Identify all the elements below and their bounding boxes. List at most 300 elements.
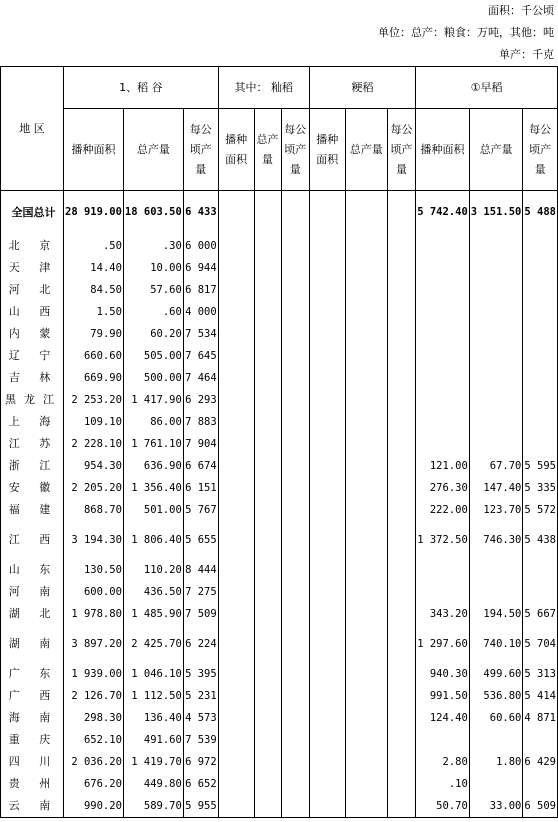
indica-sown-area-cell <box>218 559 254 581</box>
paddy-yield-cell: 8 444 <box>183 559 218 581</box>
table-row <box>1 411 558 433</box>
paddy-group-header: 1、稻 谷 <box>64 67 219 109</box>
indica-yield-cell <box>281 301 309 323</box>
indica-yield-cell <box>281 257 309 279</box>
paddy-sown-area-cell: 1.50 <box>64 301 124 323</box>
region-cell: 山 西 <box>1 301 64 323</box>
paddy-output-cell: .30 <box>123 235 183 257</box>
indica-sown-area-cell <box>218 707 254 729</box>
japonica-output-cell <box>345 773 387 795</box>
paddy-sown-area-cell: 109.10 <box>64 411 124 433</box>
early-output-cell <box>469 729 523 751</box>
paddy-sown-area-cell: 669.90 <box>64 367 124 389</box>
paddy-yield-cell: 7 275 <box>183 581 218 603</box>
table-row <box>1 603 558 625</box>
output-unit-note: 单位：总产：粮食：万吨，其他：吨 <box>378 26 554 39</box>
paddy-output-cell: 500.00 <box>123 367 183 389</box>
indica-yield-cell <box>281 729 309 751</box>
early-sown-area-cell <box>416 345 470 367</box>
table-row <box>1 279 558 301</box>
paddy-sown-area-cell: 990.20 <box>64 795 124 818</box>
indica-yield-cell <box>281 559 309 581</box>
early-sown-area-cell: 940.30 <box>416 663 470 685</box>
paddy-yield-cell: 7 534 <box>183 323 218 345</box>
indica-yield-cell <box>281 323 309 345</box>
early-yield-cell <box>523 411 558 433</box>
early-output-cell: 147.40 <box>469 477 523 499</box>
paddy-output-cell: 491.60 <box>123 729 183 751</box>
early-sown-area-cell <box>416 581 470 603</box>
japonica-yield-cell <box>387 235 415 257</box>
indica-output-cell <box>254 345 281 367</box>
indica-yield-cell <box>281 367 309 389</box>
indica-sown-area-cell <box>218 367 254 389</box>
paddy-output-cell: 136.40 <box>123 707 183 729</box>
early-sown-area-cell <box>416 367 470 389</box>
indica-output-cell <box>254 625 281 663</box>
paddy-sown-area-cell: 2 253.20 <box>64 389 124 411</box>
japonica-yield-cell <box>387 301 415 323</box>
japonica-sown-area-cell <box>309 625 345 663</box>
japonica-output-cell <box>345 389 387 411</box>
early-sown-area-cell <box>416 729 470 751</box>
table-row <box>1 707 558 729</box>
paddy-output-cell: 1 419.70 <box>123 751 183 773</box>
early-output-cell <box>469 235 523 257</box>
paddy-sown-area-cell: 1 978.80 <box>64 603 124 625</box>
early-sown-area-cell <box>416 411 470 433</box>
indica-yield-cell <box>281 499 309 521</box>
indica-yield-cell <box>281 603 309 625</box>
indica-sown-area-header: 播种面积 <box>218 109 254 191</box>
region-cell: 云 南 <box>1 795 64 818</box>
paddy-sown-area-cell: 3 194.30 <box>64 521 124 559</box>
indica-yield-cell <box>281 795 309 818</box>
paddy-sown-area-cell: 600.00 <box>64 581 124 603</box>
japonica-output-cell <box>345 795 387 818</box>
early-output-cell <box>469 279 523 301</box>
early-output-cell <box>469 301 523 323</box>
paddy-output-cell: 436.50 <box>123 581 183 603</box>
japonica-sown-area-header: 播种面积 <box>309 109 345 191</box>
indica-sown-area-cell <box>218 455 254 477</box>
early-yield-cell: 5 414 <box>523 685 558 707</box>
indica-sown-area-cell <box>218 663 254 685</box>
paddy-sown-area-cell: 2 126.70 <box>64 685 124 707</box>
indica-yield-cell <box>281 191 309 235</box>
paddy-yield-cell: 6 000 <box>183 235 218 257</box>
early-sown-area-cell <box>416 433 470 455</box>
early-sown-area-cell: 50.70 <box>416 795 470 818</box>
paddy-output-cell: 1 806.40 <box>123 521 183 559</box>
japonica-yield-cell <box>387 559 415 581</box>
table-row <box>1 257 558 279</box>
indica-output-cell <box>254 301 281 323</box>
early-sown-area-cell: .10 <box>416 773 470 795</box>
indica-sown-area-cell <box>218 625 254 663</box>
region-cell: 北 京 <box>1 235 64 257</box>
yield-unit-note: 单产：千克 <box>499 48 554 61</box>
japonica-yield-cell <box>387 323 415 345</box>
table-row <box>1 433 558 455</box>
paddy-sown-area-cell: 298.30 <box>64 707 124 729</box>
paddy-yield-cell: 6 652 <box>183 773 218 795</box>
indica-yield-cell <box>281 707 309 729</box>
indica-group-header: 其中： 籼稻 <box>218 67 309 109</box>
paddy-sown-area-cell: 84.50 <box>64 279 124 301</box>
region-cell: 重 庆 <box>1 729 64 751</box>
region-cell: 江 苏 <box>1 433 64 455</box>
indica-output-cell <box>254 773 281 795</box>
indica-sown-area-cell <box>218 795 254 818</box>
paddy-yield-cell: 6 972 <box>183 751 218 773</box>
indica-yield-cell <box>281 685 309 707</box>
area-unit-note: 面积：千公顷 <box>488 4 554 17</box>
region-cell: 河 南 <box>1 581 64 603</box>
japonica-sown-area-cell <box>309 411 345 433</box>
paddy-output-cell: 57.60 <box>123 279 183 301</box>
paddy-yield-cell: 6 817 <box>183 279 218 301</box>
region-cell: 四 川 <box>1 751 64 773</box>
japonica-sown-area-cell <box>309 729 345 751</box>
indica-sown-area-cell <box>218 603 254 625</box>
table-row <box>1 559 558 581</box>
region-cell: 广 西 <box>1 685 64 707</box>
early-yield-cell: 5 572 <box>523 499 558 521</box>
japonica-output-cell <box>345 625 387 663</box>
paddy-yield-cell: 5 767 <box>183 499 218 521</box>
early-yield-cell <box>523 367 558 389</box>
indica-output-cell <box>254 367 281 389</box>
early-output-cell <box>469 773 523 795</box>
paddy-sown-area-cell: 868.70 <box>64 499 124 521</box>
paddy-yield-cell: 4 000 <box>183 301 218 323</box>
table-row <box>1 499 558 521</box>
paddy-yield-cell: 5 955 <box>183 795 218 818</box>
paddy-yield-header: 每公顷产量 <box>183 109 218 191</box>
indica-sown-area-cell <box>218 345 254 367</box>
paddy-sown-area-cell: 954.30 <box>64 455 124 477</box>
japonica-yield-cell <box>387 663 415 685</box>
table-row <box>1 455 558 477</box>
japonica-yield-header: 每公顷产量 <box>387 109 415 191</box>
region-cell: 辽 宁 <box>1 345 64 367</box>
japonica-output-cell <box>345 235 387 257</box>
early-output-cell: 123.70 <box>469 499 523 521</box>
japonica-output-cell <box>345 455 387 477</box>
indica-sown-area-cell <box>218 411 254 433</box>
japonica-sown-area-cell <box>309 389 345 411</box>
region-cell: 内 蒙 <box>1 323 64 345</box>
japonica-yield-cell <box>387 707 415 729</box>
indica-sown-area-cell <box>218 301 254 323</box>
indica-yield-cell <box>281 773 309 795</box>
indica-sown-area-cell <box>218 751 254 773</box>
early-output-cell: 1.80 <box>469 751 523 773</box>
japonica-sown-area-cell <box>309 559 345 581</box>
paddy-sown-area-cell: .50 <box>64 235 124 257</box>
japonica-output-cell <box>345 477 387 499</box>
early-yield-cell: 5 704 <box>523 625 558 663</box>
early-output-cell: 746.30 <box>469 521 523 559</box>
indica-sown-area-cell <box>218 191 254 235</box>
indica-yield-cell <box>281 389 309 411</box>
early-yield-cell <box>523 559 558 581</box>
table-row <box>1 795 558 818</box>
table-row <box>1 625 558 663</box>
indica-output-cell <box>254 279 281 301</box>
region-cell: 贵 州 <box>1 773 64 795</box>
early-yield-cell <box>523 389 558 411</box>
early-sown-area-header: 播种面积 <box>416 109 470 191</box>
region-cell: 海 南 <box>1 707 64 729</box>
indica-output-cell <box>254 257 281 279</box>
region-cell: 广 东 <box>1 663 64 685</box>
table-row <box>1 367 558 389</box>
indica-sown-area-cell <box>218 521 254 559</box>
early-output-cell <box>469 323 523 345</box>
early-output-cell <box>469 367 523 389</box>
paddy-yield-cell: 6 674 <box>183 455 218 477</box>
early-yield-cell <box>523 235 558 257</box>
indica-sown-area-cell <box>218 433 254 455</box>
table-row <box>1 581 558 603</box>
paddy-sown-area-header: 播种面积 <box>64 109 124 191</box>
early-yield-cell <box>523 729 558 751</box>
table-row <box>1 729 558 751</box>
japonica-sown-area-cell <box>309 345 345 367</box>
indica-sown-area-cell <box>218 389 254 411</box>
indica-sown-area-cell <box>218 279 254 301</box>
early-sown-area-cell <box>416 389 470 411</box>
table-row <box>1 191 558 235</box>
japonica-yield-cell <box>387 191 415 235</box>
table-row <box>1 685 558 707</box>
japonica-output-cell <box>345 729 387 751</box>
early-sown-area-cell <box>416 279 470 301</box>
indica-output-cell <box>254 751 281 773</box>
japonica-sown-area-cell <box>309 367 345 389</box>
early-output-cell <box>469 433 523 455</box>
paddy-output-cell: 1 112.50 <box>123 685 183 707</box>
indica-sown-area-cell <box>218 257 254 279</box>
paddy-output-cell: 18 603.50 <box>123 191 183 235</box>
japonica-yield-cell <box>387 279 415 301</box>
paddy-output-cell: 1 485.90 <box>123 603 183 625</box>
paddy-yield-cell: 5 231 <box>183 685 218 707</box>
paddy-yield-cell: 6 293 <box>183 389 218 411</box>
indica-output-cell <box>254 411 281 433</box>
indica-output-cell <box>254 559 281 581</box>
japonica-sown-area-cell <box>309 499 345 521</box>
table-row <box>1 301 558 323</box>
indica-yield-cell <box>281 345 309 367</box>
japonica-yield-cell <box>387 455 415 477</box>
japonica-sown-area-cell <box>309 521 345 559</box>
japonica-sown-area-cell <box>309 257 345 279</box>
paddy-yield-cell: 7 883 <box>183 411 218 433</box>
paddy-output-cell: 60.20 <box>123 323 183 345</box>
paddy-yield-cell: 4 573 <box>183 707 218 729</box>
japonica-output-cell <box>345 301 387 323</box>
early-output-header: 总产量 <box>469 109 523 191</box>
indica-sown-area-cell <box>218 729 254 751</box>
early-output-cell: 740.10 <box>469 625 523 663</box>
early-yield-cell: 5 488 <box>523 191 558 235</box>
japonica-sown-area-cell <box>309 795 345 818</box>
paddy-output-cell: 636.90 <box>123 455 183 477</box>
early-yield-cell <box>523 345 558 367</box>
japonica-sown-area-cell <box>309 581 345 603</box>
early-yield-cell: 5 335 <box>523 477 558 499</box>
paddy-sown-area-cell: 2 205.20 <box>64 477 124 499</box>
indica-yield-cell <box>281 477 309 499</box>
indica-yield-cell <box>281 279 309 301</box>
japonica-yield-cell <box>387 257 415 279</box>
japonica-output-cell <box>345 581 387 603</box>
japonica-output-cell <box>345 279 387 301</box>
table-row <box>1 389 558 411</box>
region-header: 地 区 <box>1 67 64 191</box>
indica-sown-area-cell <box>218 235 254 257</box>
early-sown-area-cell: 124.40 <box>416 707 470 729</box>
region-cell: 福 建 <box>1 499 64 521</box>
japonica-yield-cell <box>387 685 415 707</box>
japonica-sown-area-cell <box>309 323 345 345</box>
early-yield-header: 每公顷产量 <box>523 109 558 191</box>
indica-output-cell <box>254 521 281 559</box>
indica-yield-cell <box>281 521 309 559</box>
indica-output-cell <box>254 707 281 729</box>
table-row <box>1 345 558 367</box>
japonica-output-cell <box>345 707 387 729</box>
indica-yield-cell <box>281 433 309 455</box>
japonica-sown-area-cell <box>309 773 345 795</box>
indica-output-cell <box>254 235 281 257</box>
table-row <box>1 235 558 257</box>
early-yield-cell: 6 429 <box>523 751 558 773</box>
japonica-yield-cell <box>387 795 415 818</box>
table-row <box>1 773 558 795</box>
early-output-cell <box>469 389 523 411</box>
early-output-cell: 499.60 <box>469 663 523 685</box>
paddy-sown-area-cell: 28 919.00 <box>64 191 124 235</box>
paddy-sown-area-cell: 130.50 <box>64 559 124 581</box>
early-output-cell <box>469 581 523 603</box>
rice-statistics-table <box>0 66 558 818</box>
early-yield-cell <box>523 257 558 279</box>
early-yield-cell <box>523 323 558 345</box>
indica-output-cell <box>254 433 281 455</box>
japonica-output-cell <box>345 603 387 625</box>
indica-yield-cell <box>281 625 309 663</box>
japonica-yield-cell <box>387 367 415 389</box>
paddy-output-cell: 1 356.40 <box>123 477 183 499</box>
early-sown-area-cell: 1 372.50 <box>416 521 470 559</box>
indica-sown-area-cell <box>218 581 254 603</box>
paddy-yield-cell: 7 904 <box>183 433 218 455</box>
early-sown-area-cell <box>416 559 470 581</box>
early-sown-area-cell: 991.50 <box>416 685 470 707</box>
indica-sown-area-cell <box>218 499 254 521</box>
region-cell: 全国总计 <box>1 191 64 235</box>
paddy-output-cell: 1 417.90 <box>123 389 183 411</box>
region-cell: 河 北 <box>1 279 64 301</box>
early-yield-cell <box>523 279 558 301</box>
indica-output-cell <box>254 323 281 345</box>
early-output-cell: 60.60 <box>469 707 523 729</box>
paddy-yield-cell: 7 464 <box>183 367 218 389</box>
japonica-output-cell <box>345 751 387 773</box>
japonica-group-header: 粳稻 <box>309 67 415 109</box>
japonica-sown-area-cell <box>309 455 345 477</box>
early-output-cell <box>469 345 523 367</box>
early-yield-cell: 5 313 <box>523 663 558 685</box>
early-sown-area-cell: 276.30 <box>416 477 470 499</box>
early-yield-cell: 5 438 <box>523 521 558 559</box>
japonica-yield-cell <box>387 773 415 795</box>
table-row <box>1 521 558 559</box>
indica-output-cell <box>254 389 281 411</box>
indica-yield-cell <box>281 663 309 685</box>
table-row <box>1 477 558 499</box>
early-output-cell <box>469 257 523 279</box>
table-row <box>1 751 558 773</box>
japonica-yield-cell <box>387 433 415 455</box>
paddy-yield-cell: 6 944 <box>183 257 218 279</box>
paddy-sown-area-cell: 676.20 <box>64 773 124 795</box>
japonica-sown-area-cell <box>309 707 345 729</box>
japonica-output-cell <box>345 367 387 389</box>
paddy-yield-cell: 6 151 <box>183 477 218 499</box>
paddy-yield-cell: 7 509 <box>183 603 218 625</box>
japonica-yield-cell <box>387 603 415 625</box>
early-yield-cell: 4 871 <box>523 707 558 729</box>
early-output-cell <box>469 559 523 581</box>
indica-yield-cell <box>281 235 309 257</box>
indica-yield-cell <box>281 581 309 603</box>
paddy-sown-area-cell: 79.90 <box>64 323 124 345</box>
indica-output-header: 总产量 <box>254 109 281 191</box>
japonica-output-cell <box>345 499 387 521</box>
early-output-cell: 67.70 <box>469 455 523 477</box>
early-yield-cell <box>523 301 558 323</box>
early-rice-group-header: ①早稻 <box>416 67 558 109</box>
region-cell: 山 东 <box>1 559 64 581</box>
japonica-sown-area-cell <box>309 685 345 707</box>
early-sown-area-cell <box>416 301 470 323</box>
japonica-sown-area-cell <box>309 603 345 625</box>
japonica-yield-cell <box>387 521 415 559</box>
region-cell: 上 海 <box>1 411 64 433</box>
indica-output-cell <box>254 795 281 818</box>
japonica-output-cell <box>345 685 387 707</box>
region-cell: 江 西 <box>1 521 64 559</box>
paddy-output-cell: .60 <box>123 301 183 323</box>
japonica-sown-area-cell <box>309 663 345 685</box>
early-yield-cell: 6 509 <box>523 795 558 818</box>
region-cell: 浙 江 <box>1 455 64 477</box>
early-sown-area-cell <box>416 257 470 279</box>
indica-output-cell <box>254 191 281 235</box>
japonica-output-cell <box>345 191 387 235</box>
early-output-cell <box>469 411 523 433</box>
paddy-sown-area-cell: 2 036.20 <box>64 751 124 773</box>
indica-yield-cell <box>281 455 309 477</box>
japonica-output-cell <box>345 521 387 559</box>
japonica-sown-area-cell <box>309 433 345 455</box>
paddy-output-cell: 1 046.10 <box>123 663 183 685</box>
